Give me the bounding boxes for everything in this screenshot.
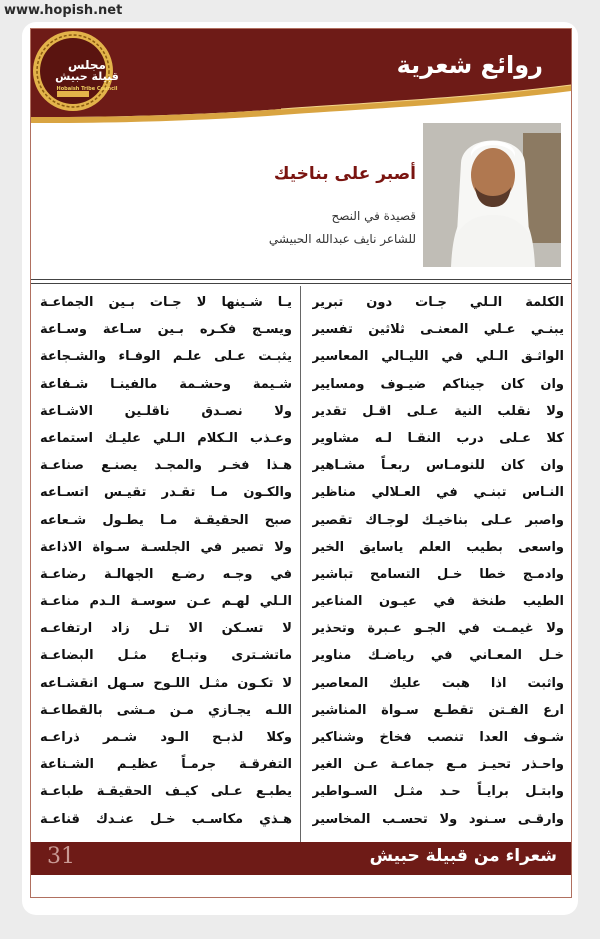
divider-line <box>31 283 571 284</box>
poem-subtitle: قصيدة في النصح <box>331 209 416 223</box>
verse-line: واحـذر تحيـز مـع جماعـة عـن الغير <box>312 757 564 773</box>
verse-line: واسعى بطيب العلم ياسايق الخير <box>312 539 564 555</box>
logo-line3: Hobaish Tribe Council <box>56 86 118 92</box>
verse-line: الـلي لهـم عـن سوسـة الـدم مناعـة <box>40 594 292 610</box>
poet-photo <box>423 123 561 267</box>
verse-line: وعـذب الـكلام الـلي عليـك استماعه <box>40 430 292 446</box>
verse-line: شـيمة وحشـمة مالفينـا شـفاعة <box>40 376 292 392</box>
verse-line: يثبـت عـلى علـم الوفـاء والشـجاعة <box>40 349 292 365</box>
poem-right-column <box>312 289 564 833</box>
page-number: 31 <box>47 844 75 869</box>
verse-line: الكلمة الـلي جـات دون تبرير <box>312 295 564 310</box>
verse-line: ولا نصـدق ناقلـين الاشـاعة <box>40 403 292 419</box>
verse-line: ولا نقلب النية عـلى اقـل تقدير <box>312 403 564 419</box>
verse-line: صبح الحقيقـة مـا يطـول شـعاعه <box>40 512 292 528</box>
verse-line: شـوف العدا تنصب فخاخ وشناكير <box>312 730 564 745</box>
verse-line: لا تكـون مثـل اللـوح سـهل انقشـاعه <box>40 675 292 691</box>
logo-text <box>45 59 129 95</box>
verse-line: هـذي مكاسـب خـل عنـدك قناعـة <box>40 811 292 827</box>
verse-line: وادمـج خطا خـل التسامح تباشير <box>312 566 564 582</box>
verse-line: وكلا لذبـح الـود شـمر ذراعـه <box>40 730 292 745</box>
verse-line: كلا عـلى درب النقـا لـه مشاوير <box>312 430 564 446</box>
verse-line: يطبـع عـلى كيـف الحقيقـة طباعـة <box>40 784 292 800</box>
verse-line: وان كان جيناكم ضيـوف ومسايير <box>312 376 564 392</box>
divider-line <box>31 279 571 280</box>
verse-line: يبنـي عـلي المعنـى ثلاثين تفسير <box>312 322 564 338</box>
poem-author: للشاعر نايف عبدالله الحبيشي <box>268 232 416 246</box>
verse-line: ولا غيمـت في الجـو عـبرة وتحذير <box>312 621 564 637</box>
verse-line: في وجـه رضـع الجهالـة رضاعـة <box>40 566 292 582</box>
verse-line: الواثـق الـلي في الليـالي المعاسير <box>312 349 564 365</box>
column-divider <box>300 286 301 846</box>
watermark: www.hopish.net <box>4 3 123 18</box>
verse-line: ويسـج فكـره بـين سـاعة وسـاعة <box>40 322 292 338</box>
verse-line: ماتشـترى وتبـاع مثـل البضاعـة <box>40 648 292 664</box>
verse-line: واثبت اذا هبت عليك المعاصير <box>312 675 564 691</box>
verse-line: هـذا فخـر والمجـد يصنـع صناعـة <box>40 458 292 474</box>
logo-line1: مجلس <box>68 58 106 72</box>
poem-left-column <box>40 289 292 833</box>
verse-line: وارقـى سـنود ولا تحسـب المخاسير <box>312 811 564 827</box>
verse-line: التفرقـة جرمـاً عظيـم الشـناعة <box>40 757 292 773</box>
verse-line: النـاس تبنـي في العـلالي مناظير <box>312 485 564 501</box>
verse-line: ارع الفـتن تقطـع سـواة المناشير <box>312 702 564 718</box>
verse-line: والكـون مـا تقـدر تقيـس اتسـاعه <box>40 485 292 501</box>
verse-line: وابتـل برايـاً حـد مثـل السـواطير <box>312 784 564 800</box>
magazine-page <box>22 22 578 915</box>
verse-line: اللـه يجـازي مـن مـشى بالقطاعـة <box>40 702 292 718</box>
header-banner <box>31 29 571 125</box>
verse-line: وان كان للنومـاس ربعـاً مشـاهير <box>312 458 564 474</box>
verse-line: الطيب طنخة في عيـون المناعير <box>312 594 564 610</box>
verse-line: واصبر عـلى بناخيـك لوجـاك تقصير <box>312 512 564 528</box>
verse-line: خـل المعـاني في رياضـك مناوير <box>312 648 564 664</box>
footer-text: شعراء من قبيلة حبيش <box>369 846 557 866</box>
verse-line: لا تسـكن الا تـل زاد ارتفاعـه <box>40 621 292 637</box>
verse-line: ولا تصير في الجلسـة سـواة الاذاعة <box>40 539 292 555</box>
poem-title: أصبر على بناخيك <box>273 164 416 184</box>
verse-line: يـا شـينها لا جـات بـين الجماعـة <box>40 295 292 310</box>
logo-line2: قبيلة حبيش <box>55 70 119 83</box>
footer-bar <box>31 842 571 875</box>
section-title: روائع شعرية <box>396 51 543 79</box>
